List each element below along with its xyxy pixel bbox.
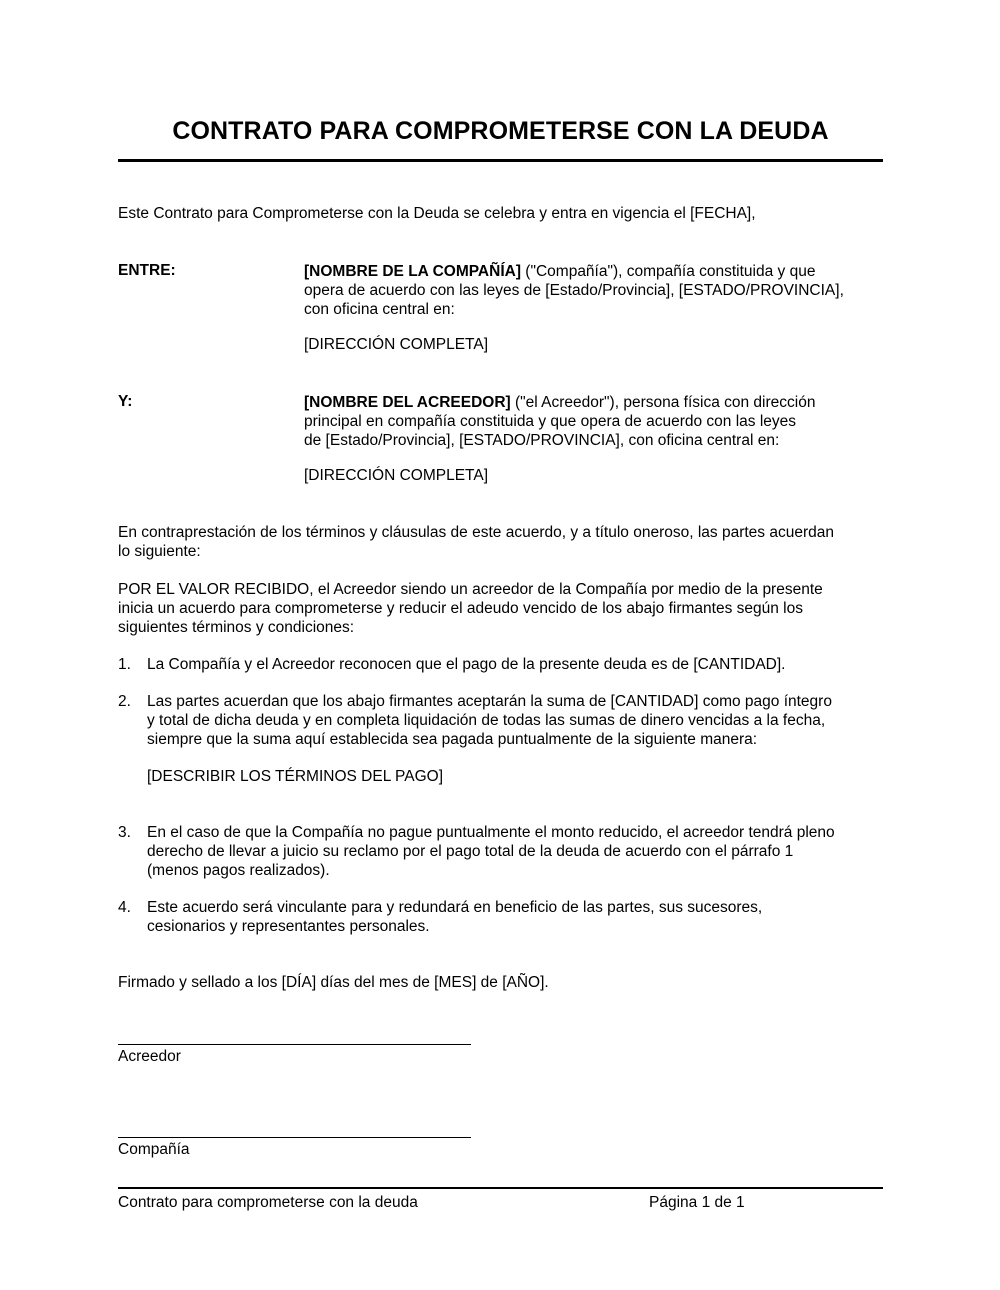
clause-text (147, 692, 887, 786)
party-line: principal en compañía constituida y que opera de acuerdo con las leyes (304, 413, 797, 430)
value-received-paragraph (118, 580, 883, 637)
party-line: de [Estado/Provincia], [ESTADO/PROVINCIA], con oficina central en: (304, 432, 780, 449)
footer-page-number: Página 1 de 1 (649, 1194, 745, 1211)
footer-divider (118, 1187, 883, 1189)
party-line: con oficina central en: (304, 301, 455, 318)
party-address: [DIRECCIÓN COMPLETA] (304, 467, 489, 484)
party-name: [NOMBRE DEL ACREEDOR] (304, 394, 511, 411)
intro-paragraph: Este Contrato para Comprometerse con la Deuda se celebra y entra en vigencia el [FECHA], (118, 205, 756, 222)
footer-document-title: Contrato para comprometerse con la deuda (118, 1194, 418, 1211)
party-line: opera de acuerdo con las leyes de [Estado/Provincia], [ESTADO/PROVINCIA], (304, 282, 844, 299)
clause-line: En el caso de que la Compañía no pague puntualmente el monto reducido, el acreedor tendrá pleno (147, 824, 835, 841)
clause-line: y total de dicha deuda y en completa liquidación de todas las sumas de dinero vencidas a la fecha, (147, 712, 826, 729)
signature-label-company: Compañía (118, 1141, 190, 1158)
clause-line: Este acuerdo será vinculante para y redundará en beneficio de las partes, sus sucesores, (147, 899, 763, 916)
clause-text (147, 823, 887, 880)
clause-line: (menos pagos realizados). (147, 862, 330, 879)
signed-statement: Firmado y sellado a los [DÍA] días del mes de [MES] de [AÑO]. (118, 974, 549, 991)
party-name: [NOMBRE DE LA COMPAÑÍA] (304, 263, 521, 280)
party-description (304, 393, 884, 450)
party-line (304, 262, 884, 281)
consideration-paragraph (118, 523, 883, 561)
clause-number: 3. (118, 824, 131, 841)
clause-line: Las partes acuerdan que los abajo firmantes aceptarán la suma de [CANTIDAD] como pago íntegro (147, 693, 832, 710)
signature-label-creditor: Acreedor (118, 1048, 181, 1065)
paragraph-line: siguientes términos y condiciones: (118, 619, 355, 636)
paragraph-line: POR EL VALOR RECIBIDO, el Acreedor siendo un acreedor de la Compañía por medio de la presente (118, 581, 823, 598)
party-address: [DIRECCIÓN COMPLETA] (304, 336, 489, 353)
paragraph-line: lo siguiente: (118, 543, 201, 560)
clause-line: derecho de llevar a juicio su reclamo por el pago total de la deuda de acuerdo con el párrafo 1 (147, 843, 794, 860)
paragraph-line: En contraprestación de los términos y cláusulas de este acuerdo, y a título oneroso, las partes acuerdan (118, 524, 834, 541)
clause-line: La Compañía y el Acreedor reconocen que el pago de la presente deuda es de [CANTIDAD]. (147, 656, 786, 673)
clause-number: 2. (118, 693, 131, 710)
title-divider (118, 159, 883, 162)
signature-line-creditor[interactable] (118, 1044, 471, 1045)
party-label: ENTRE: (118, 262, 176, 279)
party-label: Y: (118, 393, 133, 410)
payment-terms-placeholder: [DESCRIBIR LOS TÉRMINOS DEL PAGO] (147, 768, 443, 785)
party-line (304, 393, 884, 412)
signature-line-company[interactable] (118, 1137, 471, 1138)
clause-line: cesionarios y representantes personales. (147, 918, 430, 935)
party-line-text: ("Compañía"), compañía constituida y que (521, 263, 816, 280)
party-description (304, 262, 884, 319)
party-line-text: ("el Acreedor"), persona física con dirección (510, 394, 816, 411)
clause-text (147, 898, 887, 936)
clause-line: siempre que la suma aquí establecida sea pagada puntualmente de la siguiente manera: (147, 731, 758, 748)
clause-number: 4. (118, 899, 131, 916)
clause-number: 1. (118, 656, 131, 673)
document-title: CONTRATO PARA COMPROMETERSE CON LA DEUDA (172, 117, 829, 145)
paragraph-line: inicia un acuerdo para comprometerse y reducir el adeudo vencido de los abajo firmantes según los (118, 600, 803, 617)
clause-text (147, 655, 887, 674)
